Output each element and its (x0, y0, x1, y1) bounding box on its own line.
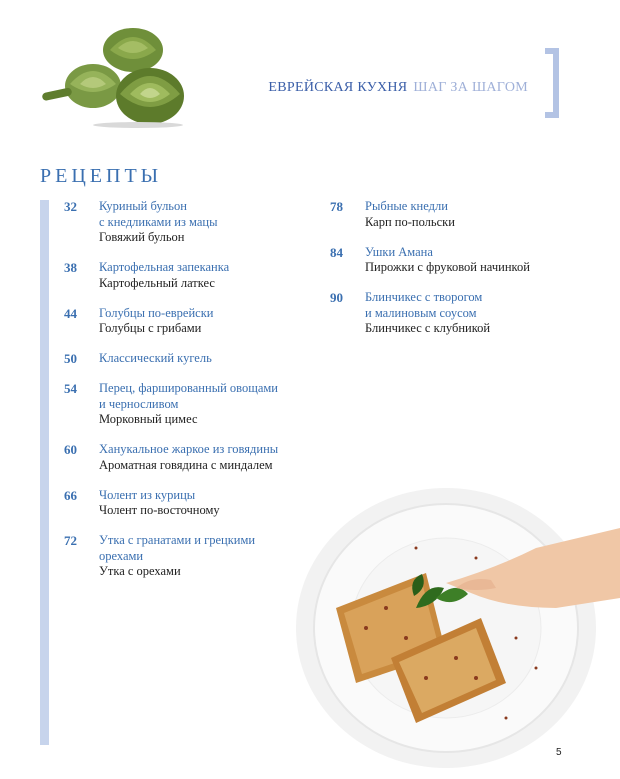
recipe-title: Чолент из курицы (99, 487, 196, 502)
recipe-entry (64, 199, 304, 246)
recipe-entry (64, 381, 304, 428)
artichoke-image (38, 28, 198, 128)
recipe-variation: Морковный цимес (99, 412, 198, 426)
recipe-texts (365, 245, 570, 276)
recipe-texts (99, 533, 304, 580)
recipe-page-number: 66 (64, 487, 77, 503)
dish-photo (296, 488, 620, 779)
recipe-texts (99, 306, 304, 337)
recipe-title: Ушки Амана (365, 244, 433, 259)
recipe-entry (330, 199, 570, 230)
recipe-title: Перец, фаршированный овощами и черносливом (99, 381, 278, 411)
recipe-list-left (64, 199, 304, 594)
recipe-title: Классический кугель (99, 351, 212, 365)
recipe-title: Голубцы по-еврейски (99, 305, 214, 320)
recipe-variation: Картофельный латкес (99, 275, 215, 290)
recipe-title: Картофельная запеканка (99, 260, 230, 274)
recipe-texts (99, 199, 304, 246)
recipe-page-number: 54 (64, 381, 77, 396)
recipe-page-number: 78 (330, 199, 343, 214)
recipe-entry (330, 290, 570, 337)
recipe-texts (99, 488, 304, 519)
recipe-texts (99, 351, 304, 367)
recipe-page-number: 72 (64, 533, 77, 548)
recipe-variation: Ароматная говядина с миндалем (99, 457, 273, 472)
recipe-entry (64, 442, 304, 473)
recipe-entry (64, 260, 304, 291)
recipe-title: Куриный бульон с кнедликами из мацы (99, 199, 218, 229)
recipe-variation: Пирожки с фруковой начинкой (365, 260, 530, 274)
recipe-variation: Утка с орехами (99, 564, 181, 578)
book-title-main: ЕВРЕЙСКАЯ КУХНЯ (268, 80, 408, 95)
recipe-texts (99, 260, 304, 291)
recipe-variation: Блинчикес с клубникой (365, 321, 491, 335)
recipe-title: Рыбные кнедли (365, 199, 448, 213)
recipe-texts (365, 290, 570, 337)
book-title (268, 80, 528, 96)
recipe-entry (330, 245, 570, 276)
recipe-variation: Карп по-польски (365, 214, 455, 229)
left-accent-bar (40, 200, 49, 745)
recipe-title: Ханукальное жаркое из говядины (99, 442, 279, 456)
recipe-variation: Чолент по-восточному (99, 503, 220, 517)
recipe-entry (64, 533, 304, 580)
recipe-entry (64, 306, 304, 337)
recipe-page-number: 38 (64, 260, 77, 275)
header-bracket-decoration (545, 48, 559, 118)
recipe-variation: Голубцы с грибами (99, 321, 202, 335)
page-number: 5 (556, 747, 562, 758)
recipe-title: Блинчикес с творогом и малиновым соусом (365, 290, 483, 320)
recipe-page-number: 50 (64, 351, 77, 366)
book-title-secondary: ШАГ ЗА ШАГОМ (413, 80, 528, 95)
recipe-texts (99, 381, 304, 428)
recipe-texts (99, 442, 304, 473)
section-title: РЕЦЕПТЫ (40, 165, 163, 187)
recipe-entry (64, 488, 304, 519)
recipe-texts (365, 199, 570, 230)
recipe-page-number: 44 (64, 305, 77, 321)
recipe-page-number: 84 (330, 244, 343, 260)
recipe-page-number: 90 (330, 290, 343, 305)
recipe-page-number: 32 (64, 199, 77, 214)
recipe-page-number: 60 (64, 442, 77, 457)
recipe-title: Утка с гранатами и грецкими орехами (99, 533, 256, 563)
recipe-entry (64, 351, 304, 367)
recipe-variation: Говяжий бульон (99, 230, 185, 244)
recipe-list-right (330, 199, 570, 351)
